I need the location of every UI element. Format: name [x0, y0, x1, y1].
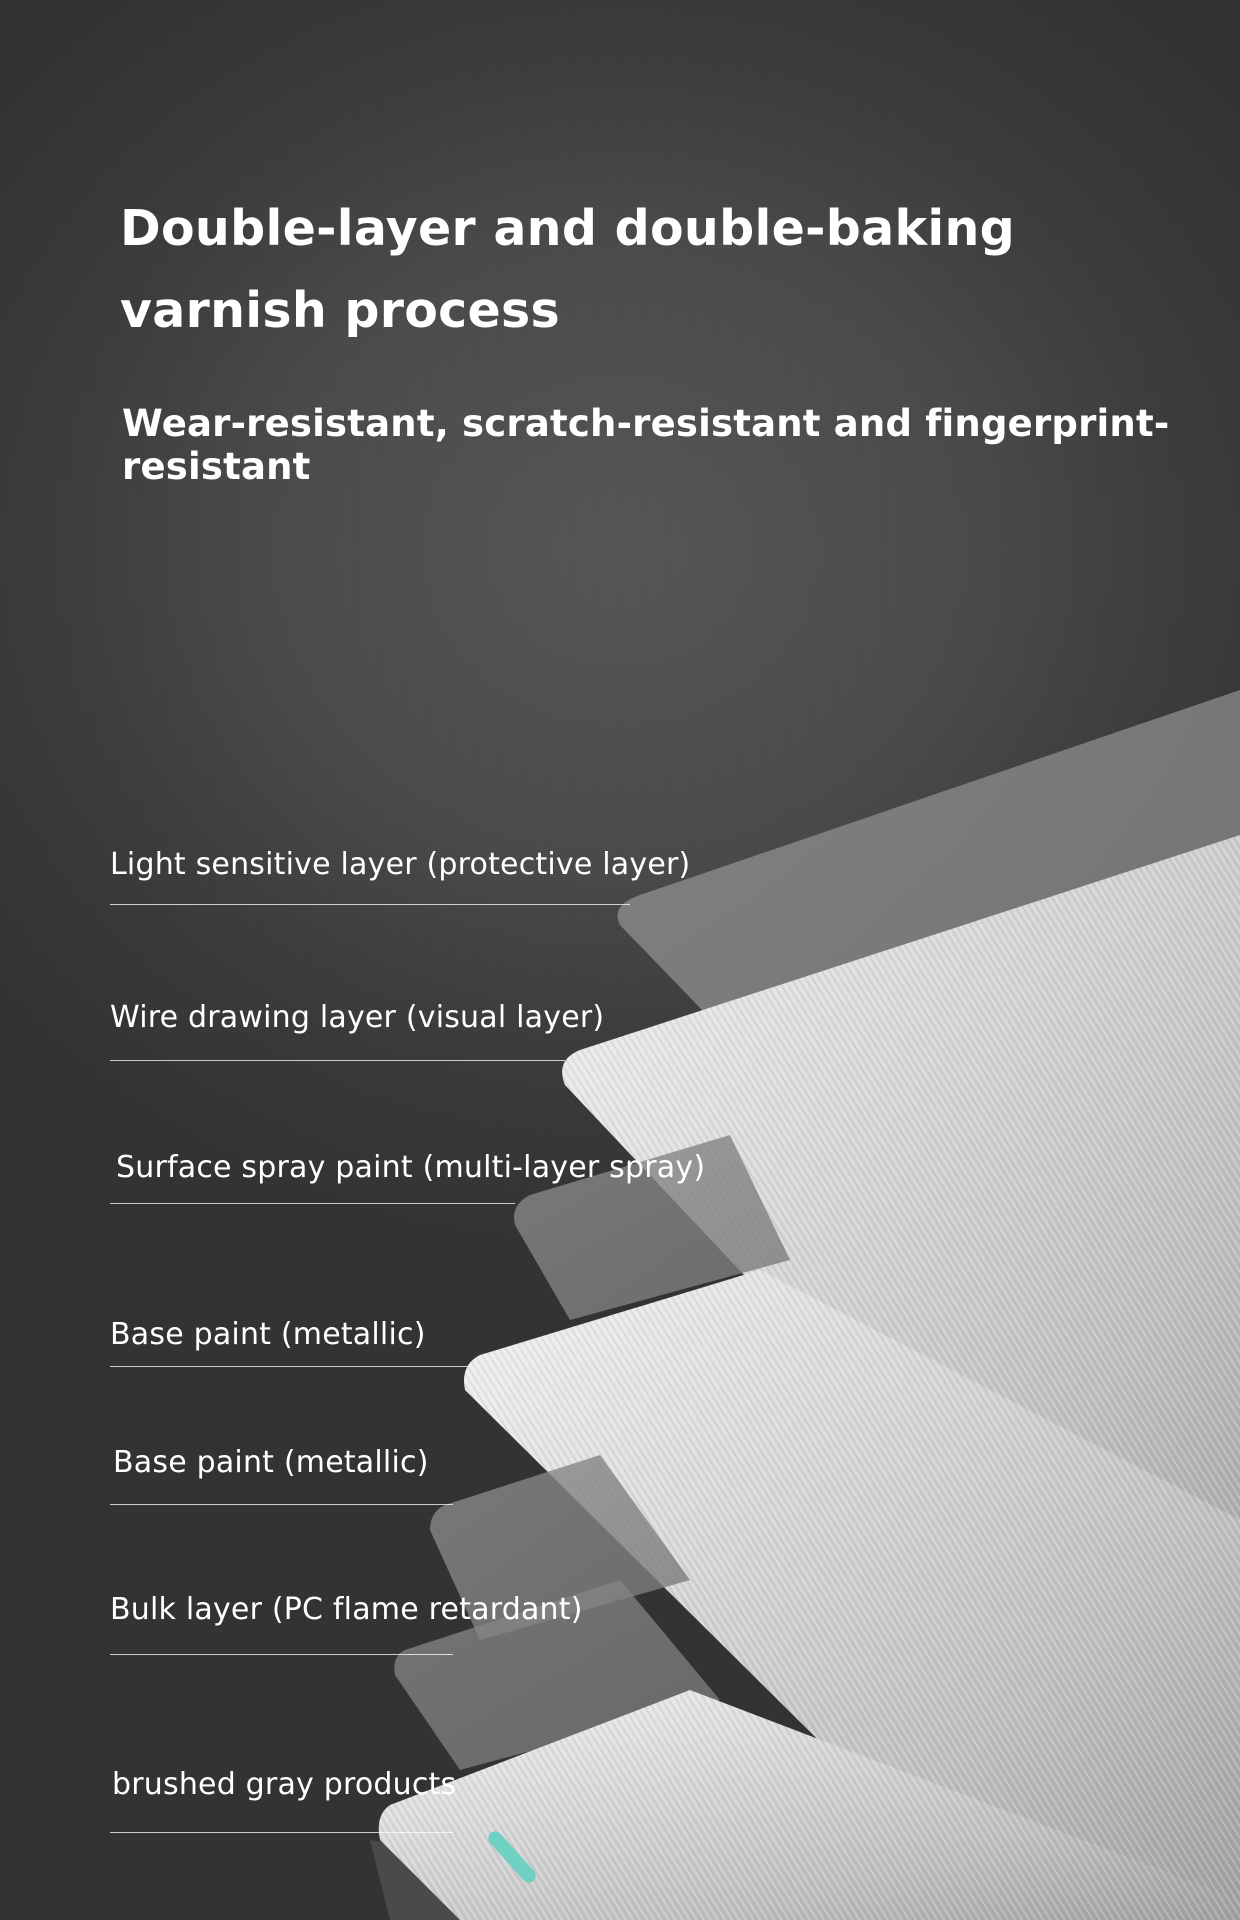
label-rule [110, 1654, 453, 1655]
layer-label-light-sensitive: Light sensitive layer (protective layer) [110, 847, 691, 882]
label-rule [110, 1832, 453, 1833]
label-rule [110, 1504, 453, 1505]
layer-label-base-paint-1: Base paint (metallic) [110, 1317, 426, 1352]
page-subtitle: Wear-resistant, scratch-resistant and fingerprint-resistant [122, 402, 1170, 488]
label-rule [110, 904, 630, 905]
layer-label-bulk: Bulk layer (PC flame retardant) [110, 1592, 583, 1627]
layer-label-surface-spray: Surface spray paint (multi-layer spray) [116, 1150, 706, 1185]
layer-label-base-paint-2: Base paint (metallic) [113, 1445, 429, 1480]
title-line-2: varnish process [120, 282, 560, 339]
label-rule [110, 1366, 470, 1367]
label-rule [110, 1060, 565, 1061]
layer-label-wire-drawing: Wire drawing layer (visual layer) [110, 1000, 605, 1035]
layer-label-product: brushed gray products [112, 1767, 457, 1802]
title-line-1: Double-layer and double-baking [120, 200, 1016, 257]
label-rule [110, 1203, 515, 1204]
